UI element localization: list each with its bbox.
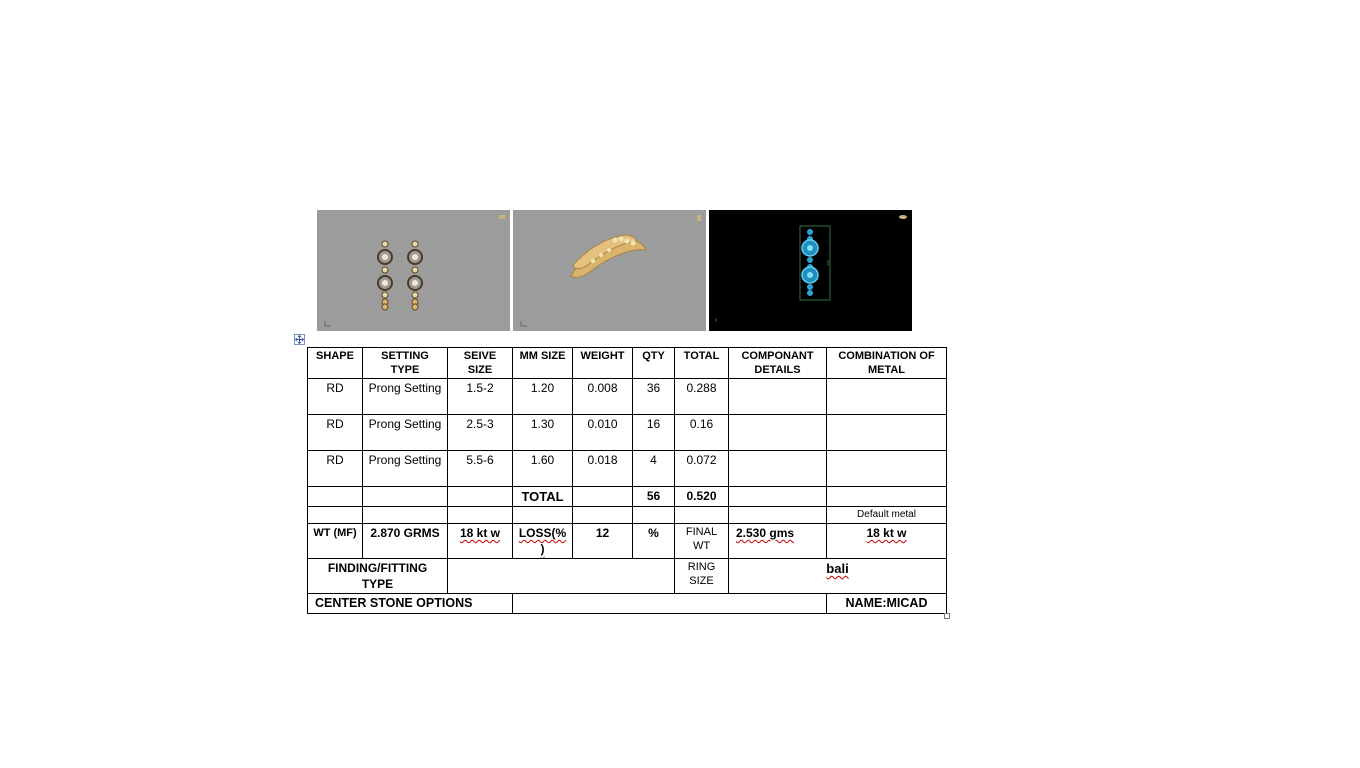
default-empty-8[interactable] (729, 507, 827, 524)
table-header-row (308, 348, 947, 379)
cad-earring-wireframe (800, 226, 830, 300)
earring-left (378, 241, 392, 310)
table-resize-handle[interactable] (944, 613, 950, 619)
viewport-gizmo-icon (499, 215, 505, 219)
name-value[interactable]: NAME:MICAD (827, 594, 947, 614)
cell-weight[interactable]: 0.018 (573, 451, 633, 487)
weight-row (308, 524, 947, 559)
cell-seive[interactable]: 1.5-2 (448, 379, 513, 415)
wt-metal-text: 18 kt w (866, 526, 907, 540)
cell-component[interactable] (729, 451, 827, 487)
header-mm-size: MM SIZE (513, 348, 573, 379)
header-weight: WEIGHT (573, 348, 633, 379)
cell-mm[interactable]: 1.20 (513, 379, 573, 415)
cell-mm[interactable]: 1.30 (513, 415, 573, 451)
spec-table (307, 347, 947, 614)
cell-component[interactable] (729, 379, 827, 415)
cell-qty[interactable]: 36 (633, 379, 675, 415)
total-row (308, 487, 947, 507)
cell-metal[interactable] (827, 451, 947, 487)
total-empty-6[interactable] (827, 487, 947, 507)
center-stone-row (308, 594, 947, 614)
cell-total[interactable]: 0.16 (675, 415, 729, 451)
cell-shape[interactable]: RD (308, 379, 363, 415)
earring-side-shapes (571, 235, 646, 278)
ring-size-text: bali (826, 561, 849, 576)
header-seive-size: SEIVE SIZE (448, 348, 513, 379)
cell-qty[interactable]: 16 (633, 415, 675, 451)
viewport-gizmo-icon (899, 215, 907, 219)
default-empty-7[interactable] (675, 507, 729, 524)
total-empty-5[interactable] (729, 487, 827, 507)
cell-mm[interactable]: 1.60 (513, 451, 573, 487)
cell-setting[interactable]: Prong Setting (363, 379, 448, 415)
wt-metal-value[interactable] (827, 524, 947, 559)
default-empty-1[interactable] (308, 507, 363, 524)
cell-seive[interactable]: 5.5-6 (448, 451, 513, 487)
total-qty[interactable]: 56 (633, 487, 675, 507)
cell-setting[interactable]: Prong Setting (363, 415, 448, 451)
earring-right (408, 241, 422, 310)
axis-icon (325, 321, 331, 326)
loss-label[interactable] (513, 524, 573, 559)
finding-value[interactable] (448, 559, 675, 594)
center-stone-label[interactable]: CENTER STONE OPTIONS (308, 594, 513, 614)
cell-component[interactable] (729, 415, 827, 451)
finding-label[interactable]: FINDING/FITTING TYPE (308, 559, 448, 594)
header-qty: QTY (633, 348, 675, 379)
default-empty-3[interactable] (448, 507, 513, 524)
cell-metal[interactable] (827, 415, 947, 451)
total-value[interactable]: 0.520 (675, 487, 729, 507)
total-empty-3[interactable] (448, 487, 513, 507)
total-empty-1[interactable] (308, 487, 363, 507)
ring-size-value[interactable] (729, 559, 947, 594)
default-empty-6[interactable] (633, 507, 675, 524)
render-cad-view[interactable] (709, 210, 912, 331)
cell-shape[interactable]: RD (308, 415, 363, 451)
default-empty-4[interactable] (513, 507, 573, 524)
final-wt-text: 2.530 gms (736, 526, 795, 540)
cell-setting[interactable]: Prong Setting (363, 451, 448, 487)
loss-value[interactable]: 12 (573, 524, 633, 559)
ring-size-label[interactable]: RING SIZE (675, 559, 729, 594)
wt-kt-value[interactable] (448, 524, 513, 559)
table-move-handle-icon[interactable] (294, 334, 305, 345)
default-empty-2[interactable] (363, 507, 448, 524)
render-side-view[interactable] (513, 210, 706, 331)
header-setting-type: SETTING TYPE (363, 348, 448, 379)
render-front-view[interactable] (317, 210, 510, 331)
wt-kt-text: 18 kt w (459, 526, 501, 540)
table-row (308, 379, 947, 415)
cell-total[interactable]: 0.072 (675, 451, 729, 487)
cell-weight[interactable]: 0.010 (573, 415, 633, 451)
default-empty-5[interactable] (573, 507, 633, 524)
wt-mf-value[interactable]: 2.870 GRMS (363, 524, 448, 559)
cell-qty[interactable]: 4 (633, 451, 675, 487)
header-combination-of-metal: COMBINATION OF METAL (827, 348, 947, 379)
header-component-details: COMPONANT DETAILS (729, 348, 827, 379)
cell-total[interactable]: 0.288 (675, 379, 729, 415)
default-metal-label[interactable]: Default metal (827, 507, 947, 524)
table-row (308, 451, 947, 487)
cell-seive[interactable]: 2.5-3 (448, 415, 513, 451)
cell-metal[interactable] (827, 379, 947, 415)
total-empty-2[interactable] (363, 487, 448, 507)
viewport-gizmo-icon (697, 215, 701, 221)
total-empty-4[interactable] (573, 487, 633, 507)
axis-icon (521, 321, 527, 326)
center-stone-value[interactable] (513, 594, 827, 614)
final-wt-label[interactable]: FINAL WT (675, 524, 729, 559)
default-metal-row (308, 507, 947, 524)
cell-shape[interactable]: RD (308, 451, 363, 487)
wt-mf-label[interactable]: WT (MF) (308, 524, 363, 559)
cell-weight[interactable]: 0.008 (573, 379, 633, 415)
loss-label-text: LOSS(% ) (518, 526, 567, 556)
final-wt-value[interactable] (729, 524, 827, 559)
header-total: TOTAL (675, 348, 729, 379)
total-label[interactable]: TOTAL (513, 487, 573, 507)
header-shape: SHAPE (308, 348, 363, 379)
finding-row (308, 559, 947, 594)
table-row (308, 415, 947, 451)
loss-percent[interactable]: % (633, 524, 675, 559)
